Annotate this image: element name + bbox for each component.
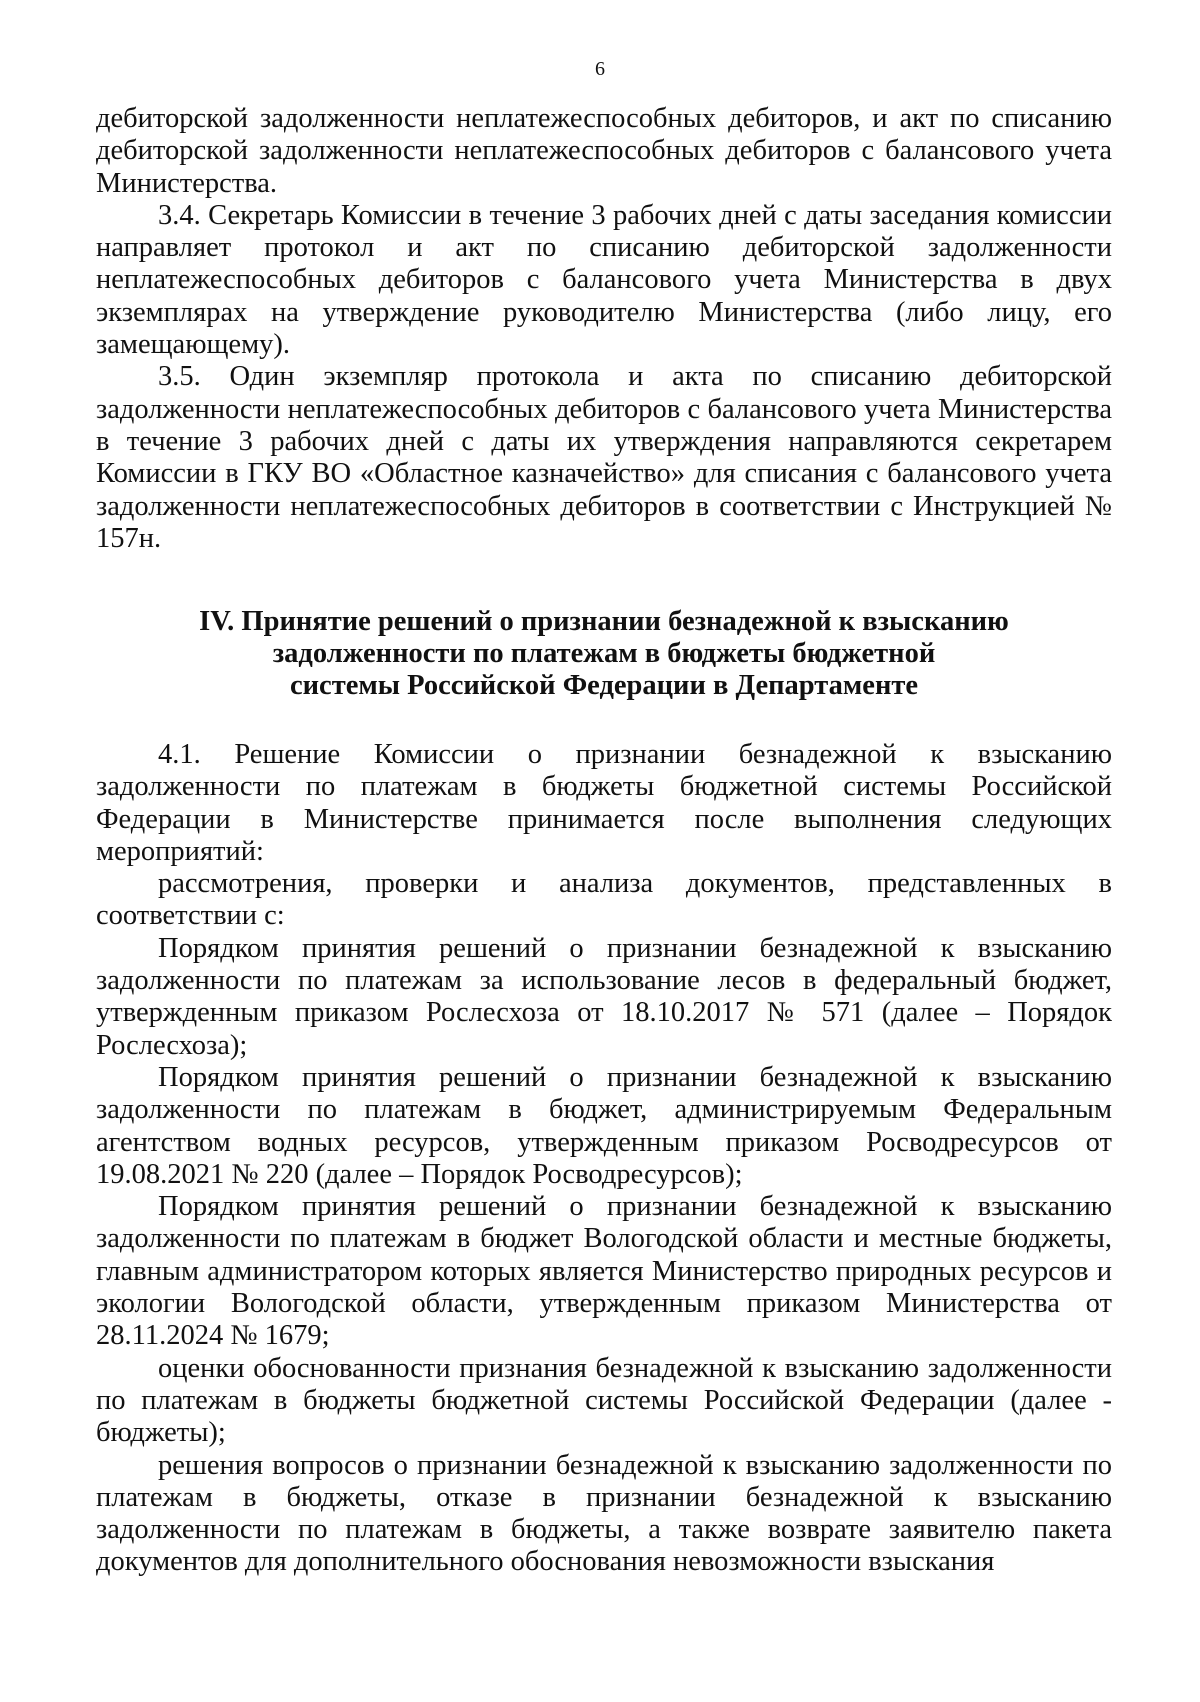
section-heading-line-3: системы Российской Федерации в Департаменте — [289, 670, 919, 701]
paragraph-3-4: 3.4. Секретарь Комиссии в течение 3 рабочих дней с даты заседания комиссии направляет протокол и акт по списанию дебиторской задолженности неплатежеспособных дебиторов с балансового учета Министерства в двух экземплярах на утверждение руководителю Министерства (либо лицу, его замещающему). — [96, 199, 1112, 361]
list-item-vologda: Порядком принятия решений о признании безнадежной к взысканию задолженности по платежам в бюджет Вологодской области и местные бюджеты, главным администратором которых является Министерство природных ресурсов и экологии Вологодской области, утвержденным приказом Министерства от 28.11.2024 № 1679; — [96, 1191, 1112, 1352]
section-4-text — [96, 739, 1112, 1579]
paragraph-4-1: 4.1. Решение Комиссии о признании безнадежной к взысканию задолженности по платежам в бюджеты бюджетной системы Российской Федерации в Министерстве принимается после выполнения следующих мероприятий: — [96, 739, 1112, 867]
list-item-decision: решения вопросов о признании безнадежной к взысканию задолженности по платежам в бюджеты, отказе в признании безнадежной к взысканию задолженности по платежам в бюджеты, а также возврате заявителю пакета документов для дополнительного обоснования невозможности взыскания — [96, 1449, 1112, 1578]
paragraph-3-5: 3.5. Один экземпляр протокола и акта по списанию дебиторской задолженности неплатежеспособных дебиторов с балансового учета Министерства в течение 3 рабочих дней с даты их утверждения направляются секретарем Комиссии в ГКУ ВО «Областное казначейство» для списания с балансового учета задолженности неплатежеспособных дебиторов в соответствии с Инструкцией № 157н. — [96, 361, 1112, 554]
section-heading-line-2: задолженности по платежам в бюджеты бюджетной — [272, 638, 936, 669]
section-3-text — [96, 103, 1112, 555]
section-heading-line-1: IV. Принятие решений о признании безнадежной к взысканию — [199, 606, 1009, 637]
list-item-review: рассмотрения, проверки и анализа документов, представленных в соответствии с: — [96, 868, 1112, 932]
page-number: 6 — [595, 58, 605, 80]
list-item-rosleshoz: Порядком принятия решений о признании безнадежной к взысканию задолженности по платежам за использование лесов в федеральный бюджет, утвержденным приказом Рослесхоза от 18.10.2017 № 571 (далее – Порядок Рослесхоза); — [96, 932, 1112, 1061]
list-item-assessment: оценки обоснованности признания безнадежной к взысканию задолженности по платежам в бюджеты бюджетной системы Российской Федерации (далее - бюджеты); — [96, 1352, 1112, 1449]
continuation-paragraph: дебиторской задолженности неплатежеспособных дебиторов, и акт по списанию дебиторской задолженности неплатежеспособных дебиторов с балансового учета Министерства. — [96, 103, 1112, 199]
section-heading — [96, 606, 1112, 702]
list-item-rosvodresursy: Порядком принятия решений о признании безнадежной к взысканию задолженности по платежам в бюджет, администрируемым Федеральным агентством водных ресурсов, утвержденным приказом Росводресурсов от 19.08.2021 № 220 (далее – Порядок Росводресурсов); — [96, 1061, 1112, 1190]
